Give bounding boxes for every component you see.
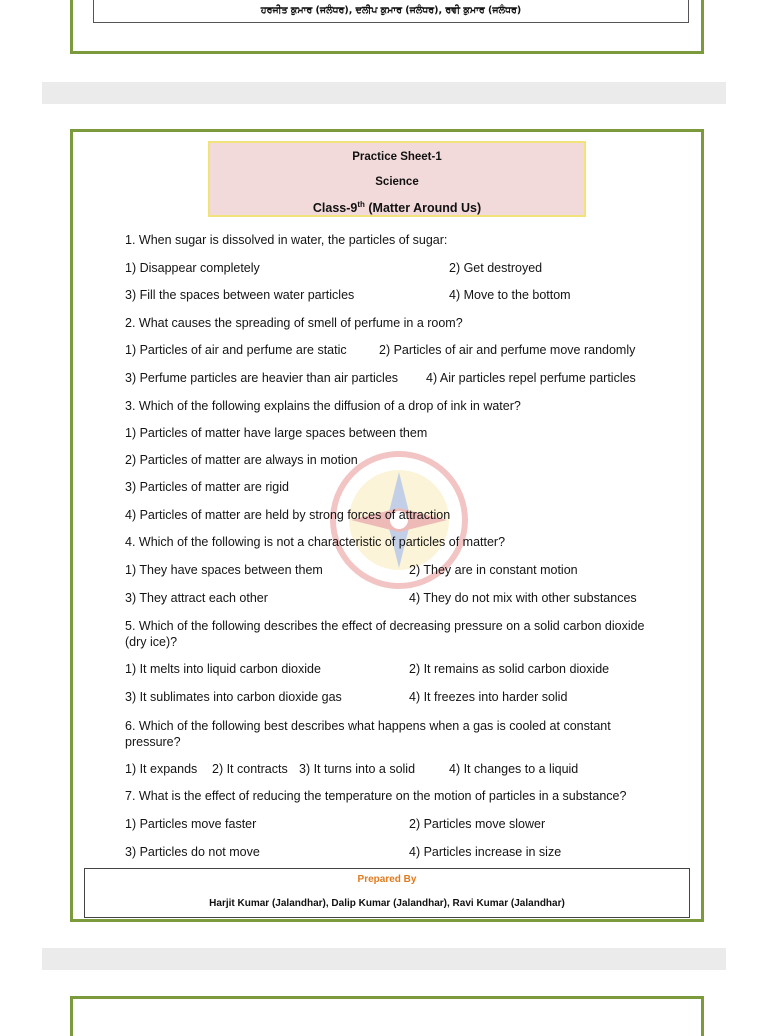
- question-7-option-4: 4) Particles increase in size: [409, 845, 562, 859]
- question-5-option-3: 3) It sublimates into carbon dioxide gas: [125, 690, 342, 704]
- question-1-option-1: 1) Disappear completely: [125, 261, 260, 275]
- question-2-option-3: 3) Perfume particles are heavier than air particles: [125, 371, 399, 385]
- question-5-option-4: 4) It freezes into harder solid: [409, 690, 568, 704]
- question-4-option-4: 4) They do not mix with other substances: [409, 591, 637, 605]
- question-3: 3. Which of the following explains the diffusion of a drop of ink in water?: [125, 399, 521, 413]
- question-2: 2. What causes the spreading of smell of perfume in a room?: [125, 316, 463, 330]
- question-6-option-4: 4) It changes to a liquid: [449, 762, 579, 776]
- question-2-option-4: 4) Air particles repel perfume particles: [426, 371, 636, 385]
- question-2-option-1: 1) Particles of air and perfume are static: [125, 343, 347, 357]
- prepared-by-box: [84, 868, 690, 918]
- question-5: 5. Which of the following describes the effect of decreasing pressure on a solid carbon dioxide (dry ice)?: [125, 619, 645, 649]
- question-6-option-1: 1) It expands: [125, 762, 198, 776]
- question-7: 7. What is the effect of reducing the temperature on the motion of particles in a substance?: [125, 789, 627, 803]
- sheet-title: Practice Sheet-1: [352, 151, 442, 163]
- question-4-option-2: 2) They are in constant motion: [409, 563, 578, 577]
- class-superscript: th: [357, 200, 365, 209]
- page-separator: [42, 82, 726, 104]
- previous-page-credit-line: ਹਰਜੀਤ ਕੁਮਾਰ (ਜਲੰਧਰ), ਦਲੀਪ ਕੁਮਾਰ (ਜਲੰਧਰ), ਰਵੀ ਕੁਮਾਰ (ਜਲੰਧਰ): [93, 0, 689, 23]
- question-2-option-2: 2) Particles of air and perfume move randomly: [379, 343, 636, 357]
- question-3-option-4: 4) Particles of matter are held by strong forces of attraction: [125, 508, 451, 522]
- sheet-subject: Science: [375, 176, 419, 188]
- question-3-option-3: 3) Particles of matter are rigid: [125, 480, 289, 494]
- question-6: 6. Which of the following best describes what happens when a gas is cooled at constant pressure?: [125, 719, 611, 749]
- question-3-option-2: 2) Particles of matter are always in motion: [125, 453, 358, 467]
- question-1-option-4: 4) Move to the bottom: [449, 288, 571, 302]
- question-6-option-3: 3) It turns into a solid: [299, 762, 416, 776]
- authors-line: Harjit Kumar (Jalandhar), Dalip Kumar (Jalandhar), Ravi Kumar (Jalandhar): [209, 898, 565, 909]
- title-box: [208, 141, 586, 217]
- practice-sheet-page: [70, 129, 704, 922]
- question-1-option-3: 3) Fill the spaces between water particles: [125, 288, 355, 302]
- next-page-frame: [70, 996, 704, 1036]
- question-5-option-2: 2) It remains as solid carbon dioxide: [409, 662, 610, 676]
- question-5-option-1: 1) It melts into liquid carbon dioxide: [125, 662, 321, 676]
- question-4: 4. Which of the following is not a characteristic of particles of matter?: [125, 535, 506, 549]
- question-7-option-1: 1) Particles move faster: [125, 817, 257, 831]
- question-7-option-2: 2) Particles move slower: [409, 817, 546, 831]
- question-4-option-1: 1) They have spaces between them: [125, 563, 323, 577]
- question-4-option-3: 3) They attract each other: [125, 591, 268, 605]
- sheet-class: [210, 200, 584, 215]
- question-1: 1. When sugar is dissolved in water, the particles of sugar:: [125, 233, 448, 247]
- page-separator: [42, 948, 726, 970]
- question-7-option-3: 3) Particles do not move: [125, 845, 260, 859]
- class-suffix: (Matter Around Us): [364, 201, 482, 216]
- question-6-option-2: 2) It contracts: [212, 762, 288, 776]
- prepared-by-label: Prepared By: [357, 874, 417, 885]
- class-prefix: Class-9: [312, 201, 358, 216]
- previous-page-frame: [70, 0, 704, 54]
- question-3-option-1: 1) Particles of matter have large spaces between them: [125, 426, 428, 440]
- question-1-option-2: 2) Get destroyed: [449, 261, 543, 275]
